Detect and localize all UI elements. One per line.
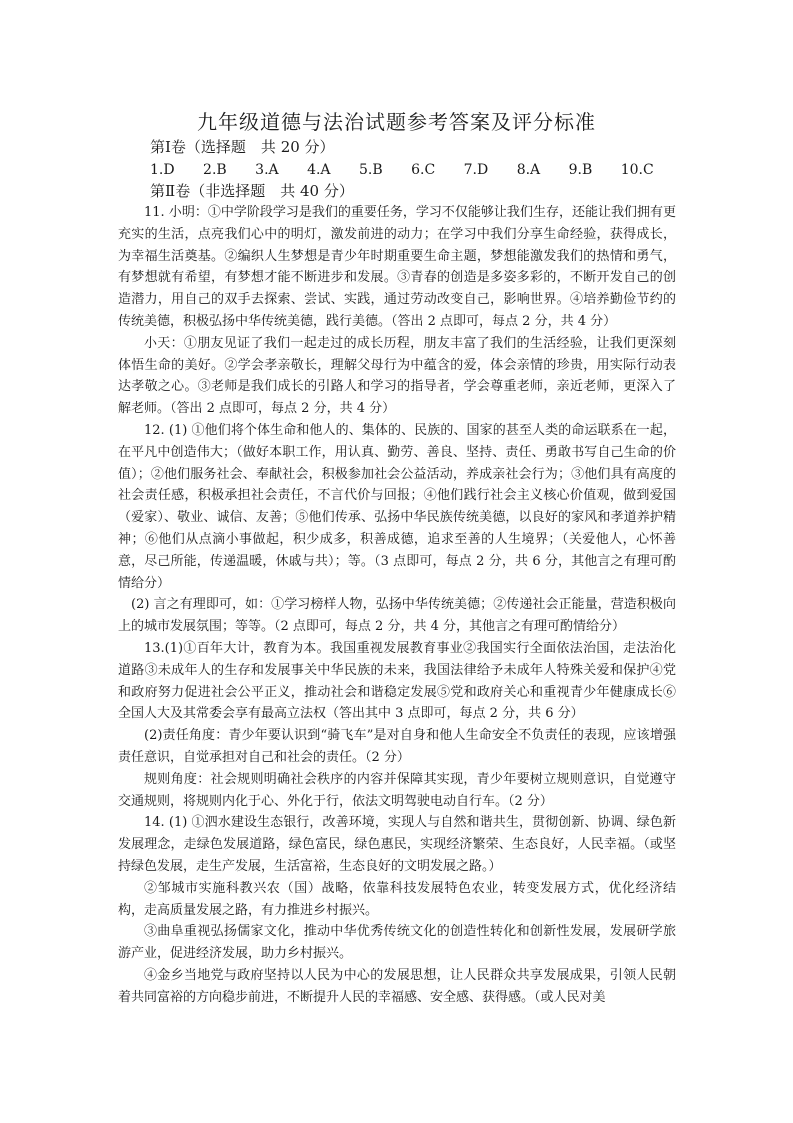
answer-paragraph: 规则角度：社会规则明确社会秩序的内容并保障其实现，青少年要树立规则意识，自觉遵守交通规则，将规则内化于心、外化于行，依法文明驾驶电动自行车。（2 分） bbox=[118, 771, 676, 809]
answer-paragraph: ③曲阜重视弘扬儒家文化，推动中华优秀传统文化的创造性转化和创新性发展，发展研学旅游产业，促进经济发展，助力乡村振兴。 bbox=[118, 924, 676, 962]
answer-paragraph: ②邹城市实施科教兴农（国）战略，依靠科技发展特色农业，转变发展方式，优化经济结构，走高质量发展之路，有力推进乡村振兴。 bbox=[118, 880, 676, 918]
answer-key-item: 8.A bbox=[516, 162, 541, 178]
answer-key-item: 2.B bbox=[203, 162, 227, 178]
answer-paragraph: 14. (1) ①泗水建设生态银行，改善环境，实现人与自然和谐共生，贯彻创新、协调、绿色新发展理念，走绿色发展道路，绿色富民，绿色惠民，实现经济繁荣、生态良好，人民幸福。（或坚持绿色发展，走生产发展，生活富裕，生态良好的文明发展之路。） bbox=[118, 815, 676, 874]
section-heading-nonchoice: 第Ⅱ卷（非选择题 共 40 分） bbox=[150, 182, 354, 200]
answer-paragraph: (2) 言之有理即可，如：①学习榜样人物，弘扬中华传统美德；②传递社会正能量，营造积极向上的城市发展氛围；等等。（2 点即可，每点 2 分，共 4 分，其他言之有理可酌情给分） bbox=[118, 597, 676, 635]
document-title: 九年级道德与法治试题参考答案及评分标准 bbox=[197, 110, 596, 134]
answer-key-item: 1.D bbox=[150, 162, 175, 178]
answer-key-item: 9.B bbox=[568, 162, 593, 178]
answer-paragraph: ④金乡当地党与政府坚持以人民为中心的发展思想，让人民群众共享发展成果，引领人民朝着共同富裕的方向稳步前进，不断提升人民的幸福感、安全感、获得感。（或人民对美 bbox=[118, 967, 676, 1005]
answer-key-item: 6.C bbox=[411, 162, 436, 178]
answer-paragraph: 12. (1) ①他们将个体生命和他人的、集体的、民族的、国家的甚至人类的命运联系在一起，在平凡中创造伟大；（做好本职工作，用认真、勤劳、善良、坚持、责任、勇敢书写自己生命的价值）；②他们服务社会、奉献社会，积极参加社会公益活动，养成亲社会行为；③他们具有高度的社会责任感，积极承担社会责任，不言代价与回报；④他们践行社会主义核心价值观，做到爱国（爱家）、敬业、诚信、友善；⑤他们传承、弘扬中华民族传统美德，以良好的家风和孝道养护精神；⑥他们从点滴小事做起，积少成多，积善成德，追求至善的人生境界；（关爱他人，心怀善意，尽己所能，传递温暖，休戚与共）；等。（3 点即可，每点 2 分，共 6 分，其他言之有理可酌情给分） bbox=[118, 422, 676, 591]
answer-key-item: 3.A bbox=[255, 162, 279, 178]
answer-key-item: 10.C bbox=[620, 162, 654, 178]
answer-body bbox=[118, 202, 676, 1008]
answer-key-row bbox=[150, 162, 676, 178]
answer-key-item: 4.A bbox=[307, 162, 331, 178]
answer-paragraph: 小天：①朋友见证了我们一起走过的成长历程，朋友丰富了我们的生活经验，让我们更深刻体悟生命的美好。②学会孝亲敬长，理解父母行为中蕴含的爱，体会亲情的珍贵，用实际行动表达孝敬之心。③老师是我们成长的引路人和学习的指导者，学会尊重老师，亲近老师，更深入了解老师。（答出 2 点即可，每点 2 分，共 4 分） bbox=[118, 335, 676, 417]
answer-paragraph: (2)责任角度：青少年要认识到“骑飞车”是对自身和他人生命安全不负责任的表现，应该增强责任意识，自觉承担对自己和社会的责任。（2 分） bbox=[118, 728, 676, 765]
answer-key-item: 7.D bbox=[463, 162, 489, 178]
answer-paragraph: 13.(1)①百年大计，教育为本。我国重视发展教育事业②我国实行全面依法治国，走法治化道路③未成年人的生存和发展事关中华民族的未来，我国法律给予未成年人特殊关爱和保护④党和政府努力促进社会公平正义，推动社会和谐稳定发展⑤党和政府关心和重视青少年健康成长⑥全国人大及其常委会享有最高立法权（答出其中 3 点即可，每点 2 分，共 6 分） bbox=[118, 640, 676, 722]
answer-paragraph: 11. 小明：①中学阶段学习是我们的重要任务，学习不仅能够让我们生存，还能让我们拥有更充实的生活，点亮我们心中的明灯，激发前进的动力；在学习中我们分享生命经验，获得成长，为幸福生活奠基。②编织人生梦想是青少年时期重要生命主题，梦想能激发我们的热情和勇气，有梦想就有希望，有梦想才能不断进步和发展。③青春的创造是多姿多彩的，不断开发自己的创造潜力，用自己的双手去探索、尝试、实践，通过劳动改变自己，影响世界。④培养勤俭节约的传统美德，积极弘扬中华传统美德，践行美德。（答出 2 点即可，每点 2 分，共 4 分） bbox=[118, 205, 676, 329]
answer-key-item: 5.B bbox=[359, 162, 383, 178]
section-heading-choice: 第Ⅰ卷（选择题 共 20 分） bbox=[150, 138, 335, 156]
